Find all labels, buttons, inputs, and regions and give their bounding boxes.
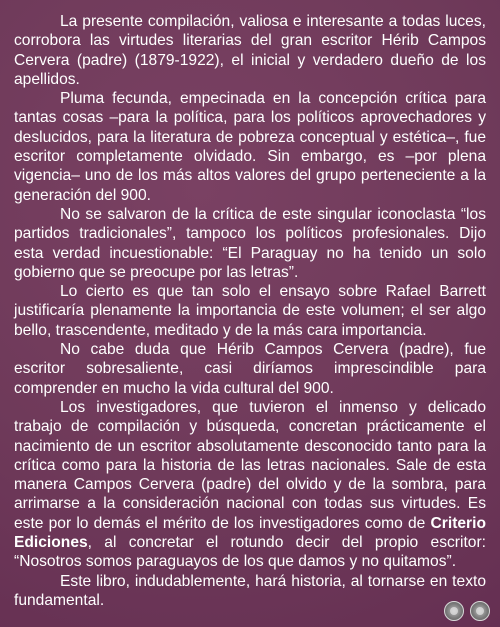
paragraph-4: Lo cierto es que tan solo el ensayo sobre Rafael Barrett justificaría plenamente la importancia de este volumen; el ser algo bello, trascendente, meditado y de la más cara importancia. (14, 283, 486, 339)
paragraph-6 (14, 398, 486, 572)
logo-group (444, 601, 490, 621)
paragraph-6-before: Los investigadores, que tuvieron el inmenso y delicado trabajo de compilación y búsqueda, concretan prácticamente el nacimiento de un escritor absolutamente desconocido tanto para la crítica como para la historia de las letras nacionales. Sale de esta manera Campos Cervera (padre) del olvido y de la sombra, para arrimarse a la consideración nacional con todas sus virtudes. Es este por lo demás el mérito de los investigadores como de (14, 398, 486, 532)
paragraph-7: Este libro, indudablemente, hará historia, al tornarse en texto fundamental. (14, 572, 486, 609)
paragraph-2: Pluma fecunda, empecinada en la concepción crítica para tantas cosas –para la política, para los políticos aprovechadores y deslucidos, para la literatura de pobreza conceptual y estética–, fue escritor completamente olvidado. Sin embargo, es –por plena vigencia– uno de los más altos valores del grupo perteneciente a la generación del 900. (14, 90, 486, 204)
publisher-name: Criterio Ediciones (14, 514, 486, 552)
seal-logo-icon (470, 601, 490, 621)
paragraph-3: No se salvaron de la crítica de este singular iconoclasta “los partidos tradicionales”, tampoco los políticos profesionales. Dijo esta verdad incuestionable: “El Paraguay no ha tenido un solo gobierno que se preocupe por las letras”. (14, 205, 486, 281)
seal-logo-icon (444, 601, 464, 621)
paragraph-5: No cabe duda que Hérib Campos Cervera (padre), fue escritor sobresaliente, casi diríamos imprescindible para comprender en mucho la vida cultural del 900. (14, 341, 486, 397)
paragraph-6-after: , al concretar el rotundo decir del propio escritor: “Nosotros somos paraguayos de los que damos y no quitamos”. (14, 534, 486, 571)
back-cover-text (14, 12, 486, 610)
paragraph-1: La presente compilación, valiosa e interesante a todas luces, corrobora las virtudes literarias del gran escritor Hérib Campos Cervera (padre) (1879-1922), el inicial y verdadero dueño de los apellidos. (14, 13, 486, 88)
